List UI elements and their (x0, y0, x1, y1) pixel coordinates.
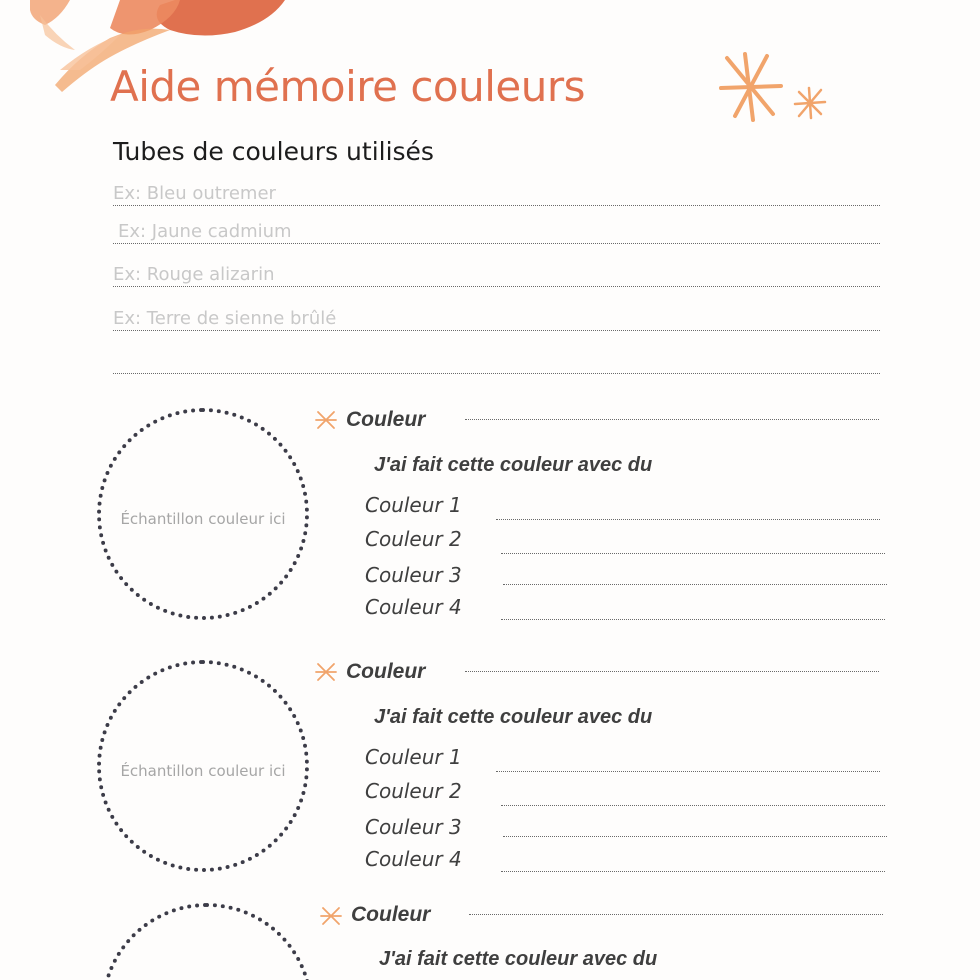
color-block (0, 408, 980, 658)
tube-placeholder: Ex: Rouge alizarin (113, 264, 275, 285)
tube-placeholder: Ex: Jaune cadmium (118, 221, 292, 242)
made-with-heading: J'ai fait cette couleur avec du (379, 948, 658, 970)
color-name-label: Couleur (346, 408, 426, 431)
color-name-line[interactable] (465, 671, 879, 672)
ingredient-label: Couleur 1 (365, 493, 462, 517)
ingredient-label: Couleur 1 (365, 745, 462, 769)
tube-entry-line[interactable] (113, 256, 880, 287)
ingredient-label: Couleur 2 (365, 527, 462, 551)
ingredient-line[interactable] (501, 805, 885, 806)
ingredient-line[interactable] (501, 871, 885, 872)
color-sample-circle[interactable] (97, 660, 309, 872)
ingredient-label: Couleur 4 (365, 595, 462, 619)
ingredient-line[interactable] (503, 584, 887, 585)
color-sample-circle[interactable] (97, 408, 309, 620)
color-sample-circle[interactable] (101, 903, 313, 980)
made-with-heading: J'ai fait cette couleur avec du (374, 454, 653, 476)
star-icon (314, 408, 338, 432)
page-title: Aide mémoire couleurs (110, 62, 586, 111)
sparkle-icon (715, 50, 835, 130)
tube-placeholder: Ex: Bleu outremer (113, 183, 276, 204)
ingredient-label: Couleur 3 (365, 563, 462, 587)
ingredient-label: Couleur 2 (365, 779, 462, 803)
tube-entry-line[interactable] (113, 213, 880, 244)
ingredient-line[interactable] (496, 519, 880, 520)
sample-placeholder: Échantillon couleur ici (120, 762, 286, 780)
ingredient-line[interactable] (503, 836, 887, 837)
ingredient-line[interactable] (496, 771, 880, 772)
ingredient-line[interactable] (501, 553, 885, 554)
star-icon (319, 904, 343, 928)
color-block (0, 660, 980, 910)
color-block (0, 903, 980, 980)
section-heading-tubes: Tubes de couleurs utilisés (113, 137, 434, 166)
sample-placeholder: Échantillon couleur ici (120, 510, 286, 528)
tube-entry-line[interactable] (113, 175, 880, 206)
made-with-heading: J'ai fait cette couleur avec du (374, 706, 653, 728)
tube-entry-line[interactable] (113, 300, 880, 331)
color-name-line[interactable] (469, 914, 883, 915)
color-name-label: Couleur (346, 660, 426, 683)
ingredient-label: Couleur 4 (365, 847, 462, 871)
ingredient-label: Couleur 3 (365, 815, 462, 839)
ingredient-line[interactable] (501, 619, 885, 620)
tube-placeholder: Ex: Terre de sienne brûlé (113, 308, 337, 329)
tube-entry-line[interactable] (113, 343, 880, 374)
color-name-label: Couleur (351, 903, 431, 926)
star-icon (314, 660, 338, 684)
color-name-line[interactable] (465, 419, 879, 420)
